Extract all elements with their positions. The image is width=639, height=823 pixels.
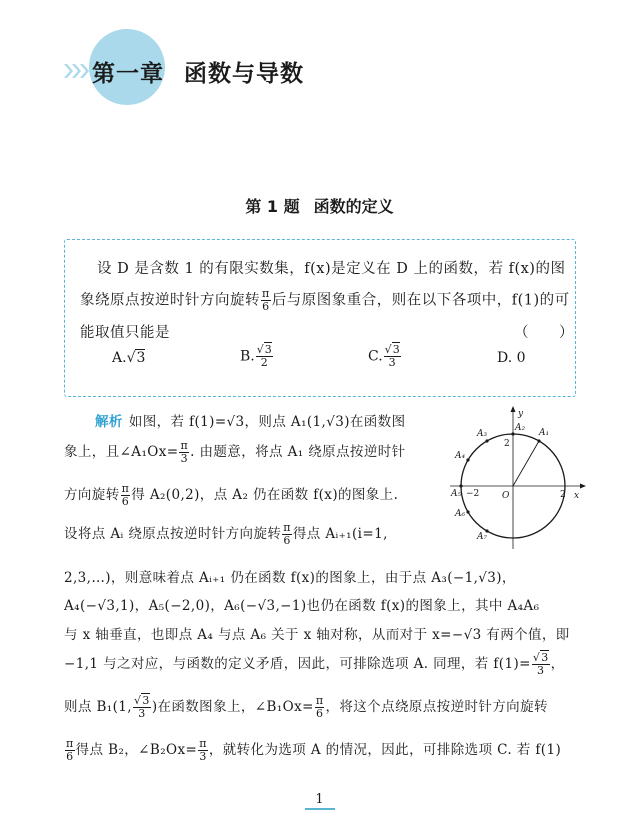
solution-line-10: $\frac{\pi}{6}$ 得点 B₂，∠B₂Ox= $\frac{\pi}{3}$ ，就转化为选项 A 的情况，因此，可排除选项 C. 若 f(1) — [66, 737, 562, 763]
radius-oa1 — [513, 441, 539, 486]
option-c: C. $\frac{√3}{3}$ — [368, 343, 400, 369]
label-a5: A₅ — [451, 489, 462, 499]
point-a5 — [459, 484, 462, 487]
chapter-label: 第一章 — [92, 61, 164, 87]
question-number: 第 1 题 — [245, 197, 300, 216]
label-a3: A₃ — [477, 429, 488, 439]
solution-line-6: A₄(−√3,1)，A₅(−2,0)，A₆(−√3,−1)也仍在函数 f(x)的图象上，其中 A₄A₆ — [64, 598, 540, 614]
point-a4 — [466, 458, 469, 461]
solution-line-9: 则点 B₁(1, $\frac{√3}{3}$ )在函数图象上，∠B₁Ox= $\frac{\pi}{6}$ ，将这个点绕原点按逆时针方向旋转 — [64, 694, 548, 720]
solution-line-2: 象上，且∠A₁Ox= $\frac{\pi}{3}$ . 由题意，将点 A₁ 绕原点按逆时针 — [64, 439, 406, 465]
solution-line-1: 解析 如图，若 f(1)=√3，则点 A₁(1,√3)在函数图 — [95, 414, 406, 430]
unit-circle-diagram — [450, 404, 590, 554]
label-a6: A₆ — [455, 509, 466, 519]
question-heading — [0, 194, 639, 217]
point-a1 — [537, 439, 540, 442]
y-axis-arrow-icon — [511, 406, 516, 412]
solution-line-3: 方向旋转 $\frac{\pi}{6}$ 得 A₂(0,2)，点 A₂ 仍在函数 f(x)的图象上. — [64, 482, 399, 508]
label-x: x — [574, 491, 580, 501]
label-a1: A₁ — [539, 428, 550, 438]
problem-line-3: 能取值只能是 — [80, 325, 170, 341]
fraction-pi-over-6: $\frac{\pi}{6}$ — [262, 287, 270, 313]
option-a: A.√3 — [112, 350, 146, 366]
point-a3 — [485, 439, 488, 442]
option-b: B. $\frac{√3}{2}$ — [240, 343, 272, 369]
label-y: y — [518, 409, 524, 419]
answer-paren: （ ） — [514, 325, 574, 341]
problem-line-1: 设 D 是含数 1 的有限实数集，f(x)是定义在 D 上的函数，若 f(x)的图 — [97, 261, 566, 277]
solution-line-4: 设将点 Aᵢ 绕原点按逆时针方向旋转 $\frac{\pi}{6}$ 得点 Aᵢ₊₁(i=1, — [64, 521, 388, 547]
problem-line-2: 象绕原点按逆时针方向旋转 $\frac{\pi}{6}$ 后与原图象重合，则在以下各项中，f(1)的可 — [80, 287, 570, 313]
label-a2: A₂ — [515, 423, 526, 433]
page-number: 1 — [315, 792, 324, 807]
label-neg-two: −2 — [466, 489, 480, 499]
solution-line-7: 与 x 轴垂直，也即点 A₄ 与点 A₆ 关于 x 轴对称，从而对于 x=−√3 有两个值，即 — [64, 627, 570, 643]
label-origin: O — [502, 491, 510, 501]
solution-line-5: 2,3,…)，则意味着点 Aᵢ₊₁ 仍在函数 f(x)的图象上，由于点 A₃(−1,√3)， — [64, 570, 516, 586]
solution-tag: 解析 — [95, 414, 123, 430]
point-a6 — [466, 510, 469, 513]
chapter-title: 函数与导数 — [184, 61, 304, 87]
label-a7: A₇ — [477, 532, 488, 542]
solution-line-8: −1,1 与之对应，与函数的定义矛盾，因此，可排除选项 A. 同理，若 f(1)= $\frac{√3}{3}$ ， — [64, 651, 565, 677]
page-number-underline — [305, 808, 335, 810]
label-two-x: 2 — [560, 490, 566, 500]
label-two-y: 2 — [504, 439, 510, 449]
x-axis-arrow-icon — [580, 484, 586, 489]
label-a4: A₄ — [455, 451, 466, 461]
question-title: 函数的定义 — [313, 197, 394, 216]
option-d: D. 0 — [497, 350, 526, 366]
